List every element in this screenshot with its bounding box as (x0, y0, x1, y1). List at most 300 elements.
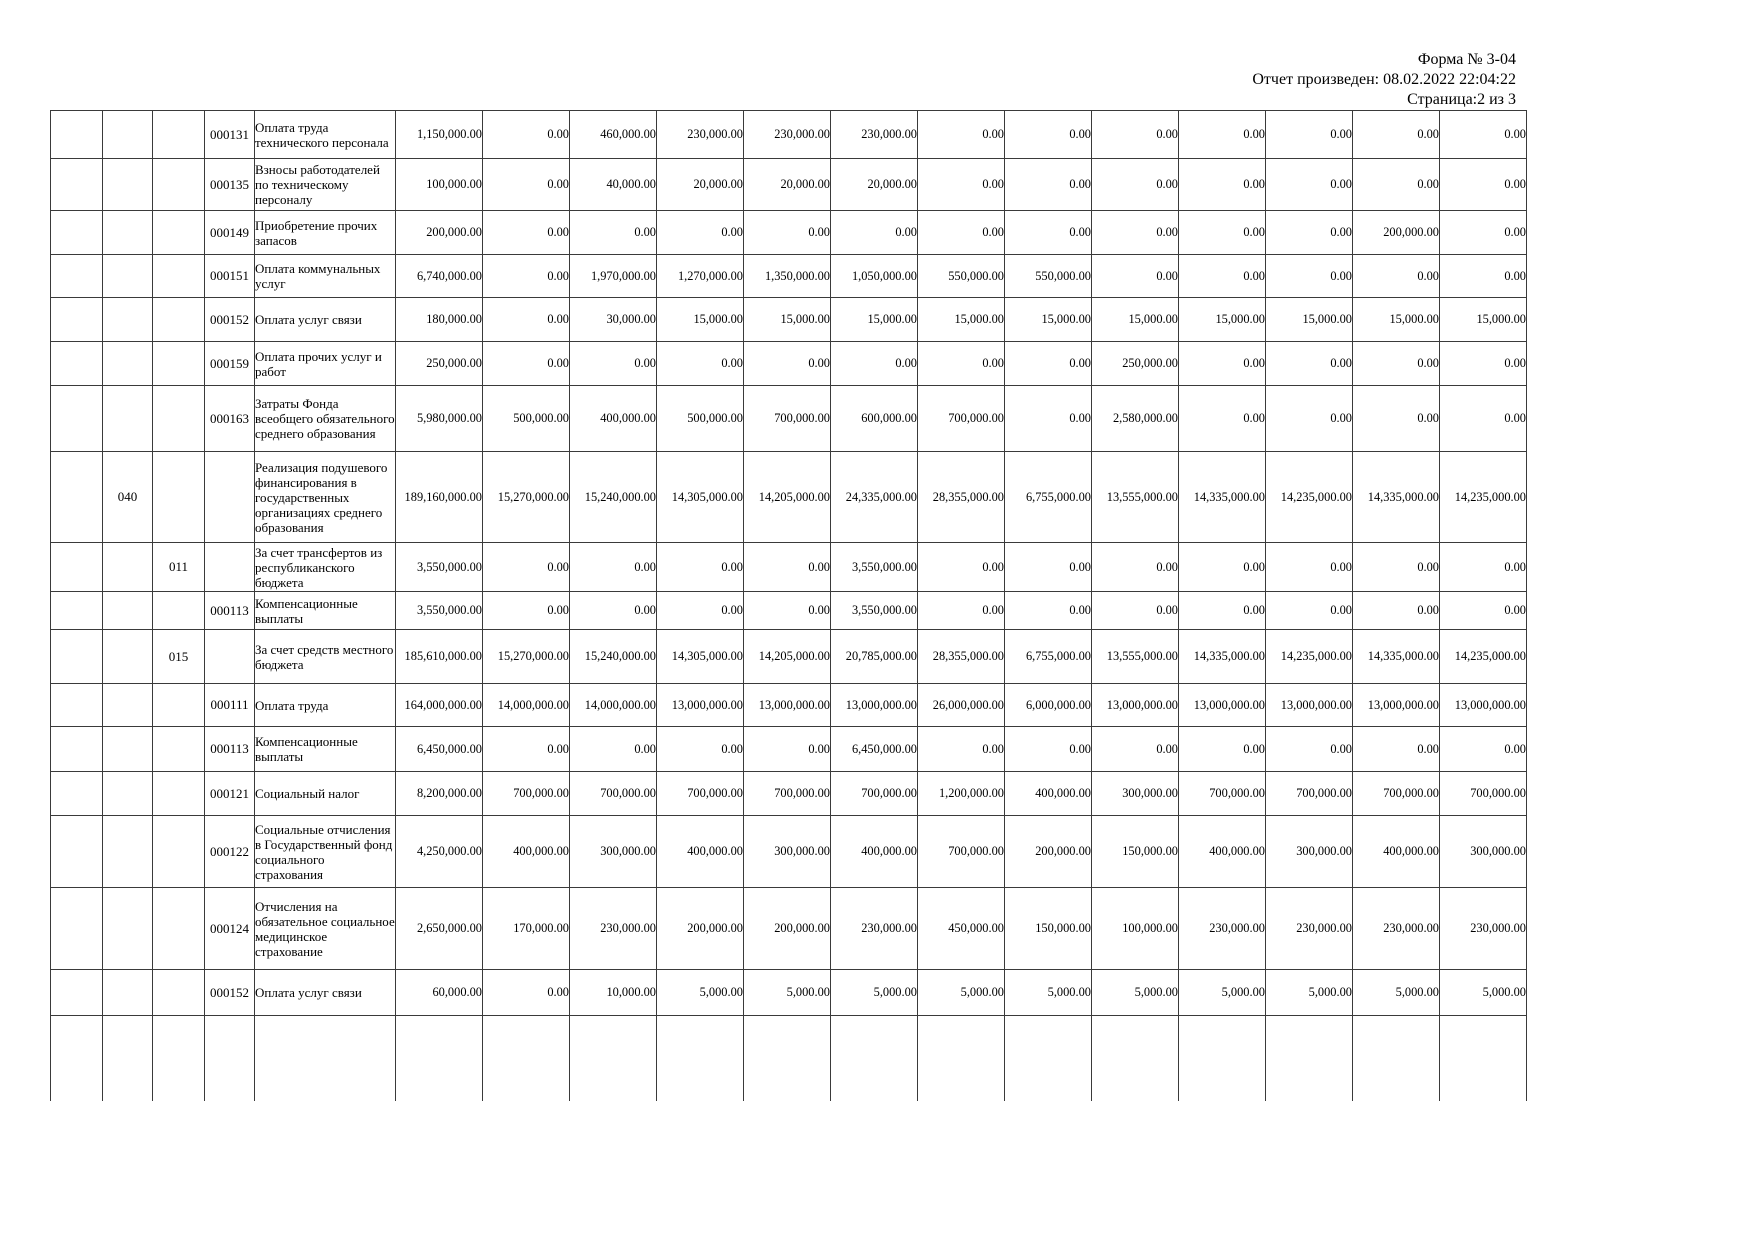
value-cell: 13,000,000.00 (1353, 684, 1440, 727)
value-cell: 0.00 (483, 159, 570, 211)
value-cell: 13,000,000.00 (1266, 684, 1353, 727)
value-cell: 230,000.00 (1266, 888, 1353, 970)
empty-code-cell (51, 684, 103, 727)
empty-code-cell (153, 592, 205, 630)
description-cell: Приобретение прочих запасов (255, 211, 396, 255)
value-cell: 0.00 (570, 342, 657, 386)
empty-cell (255, 1016, 396, 1101)
empty-code-cell (103, 592, 153, 630)
value-cell: 5,000.00 (1353, 970, 1440, 1016)
value-cell: 0.00 (1092, 111, 1179, 159)
value-cell: 1,270,000.00 (657, 255, 744, 298)
value-cell: 5,000.00 (744, 970, 831, 1016)
empty-code-cell (103, 772, 153, 816)
value-cell: 0.00 (483, 592, 570, 630)
value-cell: 14,205,000.00 (744, 630, 831, 684)
empty-cell (1092, 1016, 1179, 1101)
empty-code-cell (51, 452, 103, 543)
empty-code-cell (51, 211, 103, 255)
empty-code-cell (103, 970, 153, 1016)
value-cell: 230,000.00 (1353, 888, 1440, 970)
value-cell: 4,250,000.00 (396, 816, 483, 888)
value-cell: 5,000.00 (1440, 970, 1527, 1016)
value-cell: 0.00 (483, 543, 570, 592)
table-row (51, 816, 1527, 888)
value-cell: 0.00 (1353, 255, 1440, 298)
value-cell: 150,000.00 (1092, 816, 1179, 888)
value-cell: 300,000.00 (744, 816, 831, 888)
empty-cell (918, 1016, 1005, 1101)
description-cell: Оплата прочих услуг и работ (255, 342, 396, 386)
code-cell: 011 (153, 543, 205, 592)
value-cell: 0.00 (918, 543, 1005, 592)
value-cell: 250,000.00 (396, 342, 483, 386)
table-row (51, 386, 1527, 452)
value-cell: 400,000.00 (831, 816, 918, 888)
value-cell: 0.00 (570, 211, 657, 255)
value-cell: 300,000.00 (1440, 816, 1527, 888)
table-row (51, 772, 1527, 816)
code-cell: 000151 (205, 255, 255, 298)
empty-code-cell (153, 386, 205, 452)
value-cell: 0.00 (657, 727, 744, 772)
value-cell: 700,000.00 (831, 772, 918, 816)
value-cell: 189,160,000.00 (396, 452, 483, 543)
value-cell: 100,000.00 (1092, 888, 1179, 970)
value-cell: 0.00 (918, 342, 1005, 386)
description-cell: За счет трансфертов из республиканского бюджета (255, 543, 396, 592)
value-cell: 230,000.00 (831, 888, 918, 970)
value-cell: 450,000.00 (918, 888, 1005, 970)
value-cell: 0.00 (1440, 727, 1527, 772)
empty-code-cell (153, 159, 205, 211)
value-cell: 0.00 (1353, 342, 1440, 386)
value-cell: 6,755,000.00 (1005, 452, 1092, 543)
value-cell: 6,450,000.00 (396, 727, 483, 772)
value-cell: 0.00 (1179, 386, 1266, 452)
value-cell: 0.00 (1092, 543, 1179, 592)
table-row (51, 592, 1527, 630)
empty-code-cell (51, 727, 103, 772)
value-cell: 0.00 (1179, 342, 1266, 386)
empty-code-cell (51, 630, 103, 684)
value-cell: 0.00 (918, 159, 1005, 211)
value-cell: 200,000.00 (744, 888, 831, 970)
value-cell: 0.00 (744, 342, 831, 386)
description-cell: За счет средств местного бюджета (255, 630, 396, 684)
empty-cell (483, 1016, 570, 1101)
value-cell: 40,000.00 (570, 159, 657, 211)
value-cell: 0.00 (1179, 592, 1266, 630)
empty-code-cell (153, 255, 205, 298)
value-cell: 700,000.00 (570, 772, 657, 816)
value-cell: 0.00 (570, 592, 657, 630)
value-cell: 300,000.00 (1266, 816, 1353, 888)
value-cell: 0.00 (1005, 543, 1092, 592)
value-cell: 14,000,000.00 (570, 684, 657, 727)
value-cell: 2,580,000.00 (1092, 386, 1179, 452)
empty-code-cell (103, 386, 153, 452)
budget-report-table (50, 110, 1527, 1101)
value-cell: 200,000.00 (1005, 816, 1092, 888)
value-cell: 0.00 (1005, 592, 1092, 630)
value-cell: 30,000.00 (570, 298, 657, 342)
value-cell: 5,000.00 (831, 970, 918, 1016)
value-cell: 0.00 (1440, 111, 1527, 159)
empty-code-cell (51, 772, 103, 816)
table-row (51, 727, 1527, 772)
empty-code-cell (153, 452, 205, 543)
table-row (51, 255, 1527, 298)
value-cell: 0.00 (1092, 159, 1179, 211)
empty-code-cell (51, 543, 103, 592)
description-cell: Реализация подушевого финансирования в государственных организациях среднего образования (255, 452, 396, 543)
value-cell: 0.00 (831, 342, 918, 386)
value-cell: 170,000.00 (483, 888, 570, 970)
code-cell: 000149 (205, 211, 255, 255)
empty-cell (744, 1016, 831, 1101)
value-cell: 0.00 (483, 255, 570, 298)
value-cell: 0.00 (1440, 543, 1527, 592)
empty-code-cell (51, 816, 103, 888)
empty-code-cell (103, 888, 153, 970)
value-cell: 0.00 (1179, 727, 1266, 772)
value-cell: 100,000.00 (396, 159, 483, 211)
description-cell: Отчисления на обязательное социальное медицинское страхование (255, 888, 396, 970)
value-cell: 0.00 (1179, 159, 1266, 211)
empty-code-cell (51, 970, 103, 1016)
value-cell: 5,000.00 (1092, 970, 1179, 1016)
value-cell: 0.00 (1266, 727, 1353, 772)
value-cell: 0.00 (1179, 255, 1266, 298)
value-cell: 200,000.00 (1353, 211, 1440, 255)
table-row (51, 630, 1527, 684)
empty-code-cell (51, 888, 103, 970)
value-cell: 0.00 (657, 592, 744, 630)
value-cell: 230,000.00 (744, 111, 831, 159)
empty-code-cell (103, 816, 153, 888)
empty-code-cell (153, 211, 205, 255)
description-cell: Социальные отчисления в Государственный фонд социального страхования (255, 816, 396, 888)
empty-code-cell (103, 159, 153, 211)
value-cell: 700,000.00 (1353, 772, 1440, 816)
value-cell: 26,000,000.00 (918, 684, 1005, 727)
code-cell: 000121 (205, 772, 255, 816)
value-cell: 400,000.00 (570, 386, 657, 452)
value-cell: 0.00 (918, 727, 1005, 772)
value-cell: 14,235,000.00 (1266, 630, 1353, 684)
value-cell: 0.00 (1092, 727, 1179, 772)
value-cell: 15,000.00 (1266, 298, 1353, 342)
report-generated-timestamp: Отчет произведен: 08.02.2022 22:04:22 (1252, 71, 1516, 88)
value-cell: 15,000.00 (831, 298, 918, 342)
value-cell: 0.00 (1440, 342, 1527, 386)
value-cell: 0.00 (1353, 386, 1440, 452)
empty-code-cell (153, 684, 205, 727)
value-cell: 164,000,000.00 (396, 684, 483, 727)
empty-code-cell (205, 630, 255, 684)
value-cell: 0.00 (483, 111, 570, 159)
value-cell: 0.00 (1266, 386, 1353, 452)
value-cell: 0.00 (1005, 727, 1092, 772)
table-row (51, 543, 1527, 592)
table-row (51, 298, 1527, 342)
value-cell: 3,550,000.00 (396, 592, 483, 630)
empty-cell (831, 1016, 918, 1101)
empty-code-cell (103, 630, 153, 684)
value-cell: 0.00 (657, 211, 744, 255)
partial-row (51, 1016, 1527, 1101)
description-cell: Оплата услуг связи (255, 970, 396, 1016)
empty-code-cell (51, 111, 103, 159)
value-cell: 700,000.00 (744, 386, 831, 452)
value-cell: 250,000.00 (1092, 342, 1179, 386)
value-cell: 0.00 (483, 298, 570, 342)
description-cell: Оплата коммунальных услуг (255, 255, 396, 298)
value-cell: 20,000.00 (831, 159, 918, 211)
description-cell: Затраты Фонда всеобщего обязательного среднего образования (255, 386, 396, 452)
value-cell: 13,555,000.00 (1092, 630, 1179, 684)
value-cell: 0.00 (1353, 727, 1440, 772)
empty-code-cell (103, 211, 153, 255)
empty-cell (1266, 1016, 1353, 1101)
value-cell: 0.00 (1440, 255, 1527, 298)
value-cell: 700,000.00 (1440, 772, 1527, 816)
table-row (51, 970, 1527, 1016)
code-cell: 000111 (205, 684, 255, 727)
value-cell: 0.00 (1353, 159, 1440, 211)
value-cell: 0.00 (1179, 211, 1266, 255)
code-cell: 000152 (205, 970, 255, 1016)
value-cell: 0.00 (1266, 543, 1353, 592)
value-cell: 230,000.00 (657, 111, 744, 159)
table-row (51, 888, 1527, 970)
value-cell: 400,000.00 (1353, 816, 1440, 888)
table-row (51, 452, 1527, 543)
value-cell: 0.00 (1266, 592, 1353, 630)
empty-code-cell (153, 727, 205, 772)
value-cell: 14,335,000.00 (1179, 452, 1266, 543)
code-cell: 000124 (205, 888, 255, 970)
value-cell: 20,785,000.00 (831, 630, 918, 684)
value-cell: 180,000.00 (396, 298, 483, 342)
value-cell: 700,000.00 (744, 772, 831, 816)
value-cell: 3,550,000.00 (831, 592, 918, 630)
value-cell: 500,000.00 (483, 386, 570, 452)
value-cell: 550,000.00 (1005, 255, 1092, 298)
value-cell: 15,270,000.00 (483, 630, 570, 684)
value-cell: 0.00 (1179, 111, 1266, 159)
value-cell: 3,550,000.00 (831, 543, 918, 592)
value-cell: 0.00 (1005, 111, 1092, 159)
empty-code-cell (153, 816, 205, 888)
table-row (51, 342, 1527, 386)
value-cell: 0.00 (1005, 342, 1092, 386)
value-cell: 0.00 (831, 211, 918, 255)
value-cell: 6,755,000.00 (1005, 630, 1092, 684)
value-cell: 0.00 (744, 592, 831, 630)
page-indicator: Страница:2 из 3 (1407, 91, 1516, 108)
value-cell: 0.00 (744, 211, 831, 255)
value-cell: 13,000,000.00 (1179, 684, 1266, 727)
value-cell: 0.00 (657, 543, 744, 592)
code-cell: 000159 (205, 342, 255, 386)
description-cell: Компенсационные выплаты (255, 727, 396, 772)
value-cell: 700,000.00 (918, 386, 1005, 452)
empty-code-cell (51, 386, 103, 452)
value-cell: 14,335,000.00 (1353, 452, 1440, 543)
empty-code-cell (51, 298, 103, 342)
value-cell: 20,000.00 (744, 159, 831, 211)
value-cell: 15,000.00 (1092, 298, 1179, 342)
value-cell: 700,000.00 (1266, 772, 1353, 816)
value-cell: 8,200,000.00 (396, 772, 483, 816)
value-cell: 185,610,000.00 (396, 630, 483, 684)
value-cell: 15,000.00 (1005, 298, 1092, 342)
empty-cell (1005, 1016, 1092, 1101)
value-cell: 6,000,000.00 (1005, 684, 1092, 727)
value-cell: 0.00 (570, 727, 657, 772)
value-cell: 460,000.00 (570, 111, 657, 159)
value-cell: 0.00 (1266, 111, 1353, 159)
description-cell: Оплата труда (255, 684, 396, 727)
empty-cell (1179, 1016, 1266, 1101)
empty-code-cell (205, 543, 255, 592)
value-cell: 0.00 (657, 342, 744, 386)
value-cell: 3,550,000.00 (396, 543, 483, 592)
value-cell: 28,355,000.00 (918, 630, 1005, 684)
value-cell: 600,000.00 (831, 386, 918, 452)
value-cell: 14,000,000.00 (483, 684, 570, 727)
empty-cell (1353, 1016, 1440, 1101)
value-cell: 230,000.00 (570, 888, 657, 970)
value-cell: 13,000,000.00 (657, 684, 744, 727)
value-cell: 0.00 (744, 727, 831, 772)
value-cell: 14,235,000.00 (1266, 452, 1353, 543)
empty-code-cell (51, 255, 103, 298)
value-cell: 0.00 (1005, 386, 1092, 452)
empty-code-cell (51, 592, 103, 630)
value-cell: 6,740,000.00 (396, 255, 483, 298)
value-cell: 14,335,000.00 (1179, 630, 1266, 684)
value-cell: 0.00 (483, 727, 570, 772)
value-cell: 0.00 (1005, 211, 1092, 255)
value-cell: 15,240,000.00 (570, 452, 657, 543)
empty-code-cell (51, 159, 103, 211)
value-cell: 15,000.00 (1353, 298, 1440, 342)
value-cell: 0.00 (1353, 592, 1440, 630)
value-cell: 700,000.00 (657, 772, 744, 816)
empty-code-cell (153, 772, 205, 816)
value-cell: 700,000.00 (483, 772, 570, 816)
value-cell: 15,000.00 (744, 298, 831, 342)
empty-code-cell (51, 342, 103, 386)
value-cell: 0.00 (918, 211, 1005, 255)
value-cell: 400,000.00 (1005, 772, 1092, 816)
table-row (51, 159, 1527, 211)
empty-code-cell (103, 111, 153, 159)
value-cell: 0.00 (1179, 543, 1266, 592)
value-cell: 14,305,000.00 (657, 452, 744, 543)
value-cell: 400,000.00 (657, 816, 744, 888)
value-cell: 230,000.00 (1179, 888, 1266, 970)
empty-code-cell (205, 452, 255, 543)
description-cell: Оплата услуг связи (255, 298, 396, 342)
description-cell: Взносы работодателей по техническому персоналу (255, 159, 396, 211)
value-cell: 5,980,000.00 (396, 386, 483, 452)
value-cell: 0.00 (1440, 592, 1527, 630)
code-cell: 000113 (205, 592, 255, 630)
value-cell: 230,000.00 (1440, 888, 1527, 970)
value-cell: 5,000.00 (1179, 970, 1266, 1016)
value-cell: 200,000.00 (396, 211, 483, 255)
value-cell: 150,000.00 (1005, 888, 1092, 970)
value-cell: 0.00 (1266, 255, 1353, 298)
value-cell: 15,000.00 (918, 298, 1005, 342)
value-cell: 0.00 (1440, 159, 1527, 211)
value-cell: 0.00 (1005, 159, 1092, 211)
value-cell: 0.00 (570, 543, 657, 592)
empty-cell (1440, 1016, 1527, 1101)
value-cell: 15,000.00 (1179, 298, 1266, 342)
code-cell: 040 (103, 452, 153, 543)
empty-code-cell (153, 888, 205, 970)
value-cell: 14,235,000.00 (1440, 630, 1527, 684)
empty-code-cell (153, 970, 205, 1016)
code-cell: 015 (153, 630, 205, 684)
value-cell: 0.00 (1440, 211, 1527, 255)
empty-cell (570, 1016, 657, 1101)
description-cell: Социальный налог (255, 772, 396, 816)
form-number: Форма № 3-04 (1417, 51, 1516, 68)
value-cell: 5,000.00 (1266, 970, 1353, 1016)
empty-code-cell (153, 342, 205, 386)
value-cell: 0.00 (1092, 255, 1179, 298)
value-cell: 1,050,000.00 (831, 255, 918, 298)
code-cell: 000152 (205, 298, 255, 342)
value-cell: 300,000.00 (570, 816, 657, 888)
value-cell: 0.00 (1353, 543, 1440, 592)
value-cell: 400,000.00 (1179, 816, 1266, 888)
description-cell: Оплата труда технического персонала (255, 111, 396, 159)
value-cell: 15,270,000.00 (483, 452, 570, 543)
value-cell: 13,000,000.00 (1440, 684, 1527, 727)
code-cell: 000135 (205, 159, 255, 211)
code-cell: 000122 (205, 816, 255, 888)
value-cell: 15,000.00 (657, 298, 744, 342)
value-cell: 10,000.00 (570, 970, 657, 1016)
code-cell: 000163 (205, 386, 255, 452)
empty-cell (51, 1016, 103, 1101)
value-cell: 0.00 (1266, 211, 1353, 255)
value-cell: 13,000,000.00 (1092, 684, 1179, 727)
value-cell: 0.00 (1092, 211, 1179, 255)
value-cell: 14,305,000.00 (657, 630, 744, 684)
empty-code-cell (153, 298, 205, 342)
value-cell: 0.00 (1266, 342, 1353, 386)
value-cell: 1,200,000.00 (918, 772, 1005, 816)
table-row (51, 211, 1527, 255)
empty-code-cell (153, 111, 205, 159)
empty-cell (153, 1016, 205, 1101)
value-cell: 200,000.00 (657, 888, 744, 970)
empty-code-cell (103, 543, 153, 592)
value-cell: 1,350,000.00 (744, 255, 831, 298)
empty-code-cell (103, 255, 153, 298)
value-cell: 0.00 (744, 543, 831, 592)
description-cell: Компенсационные выплаты (255, 592, 396, 630)
empty-cell (205, 1016, 255, 1101)
